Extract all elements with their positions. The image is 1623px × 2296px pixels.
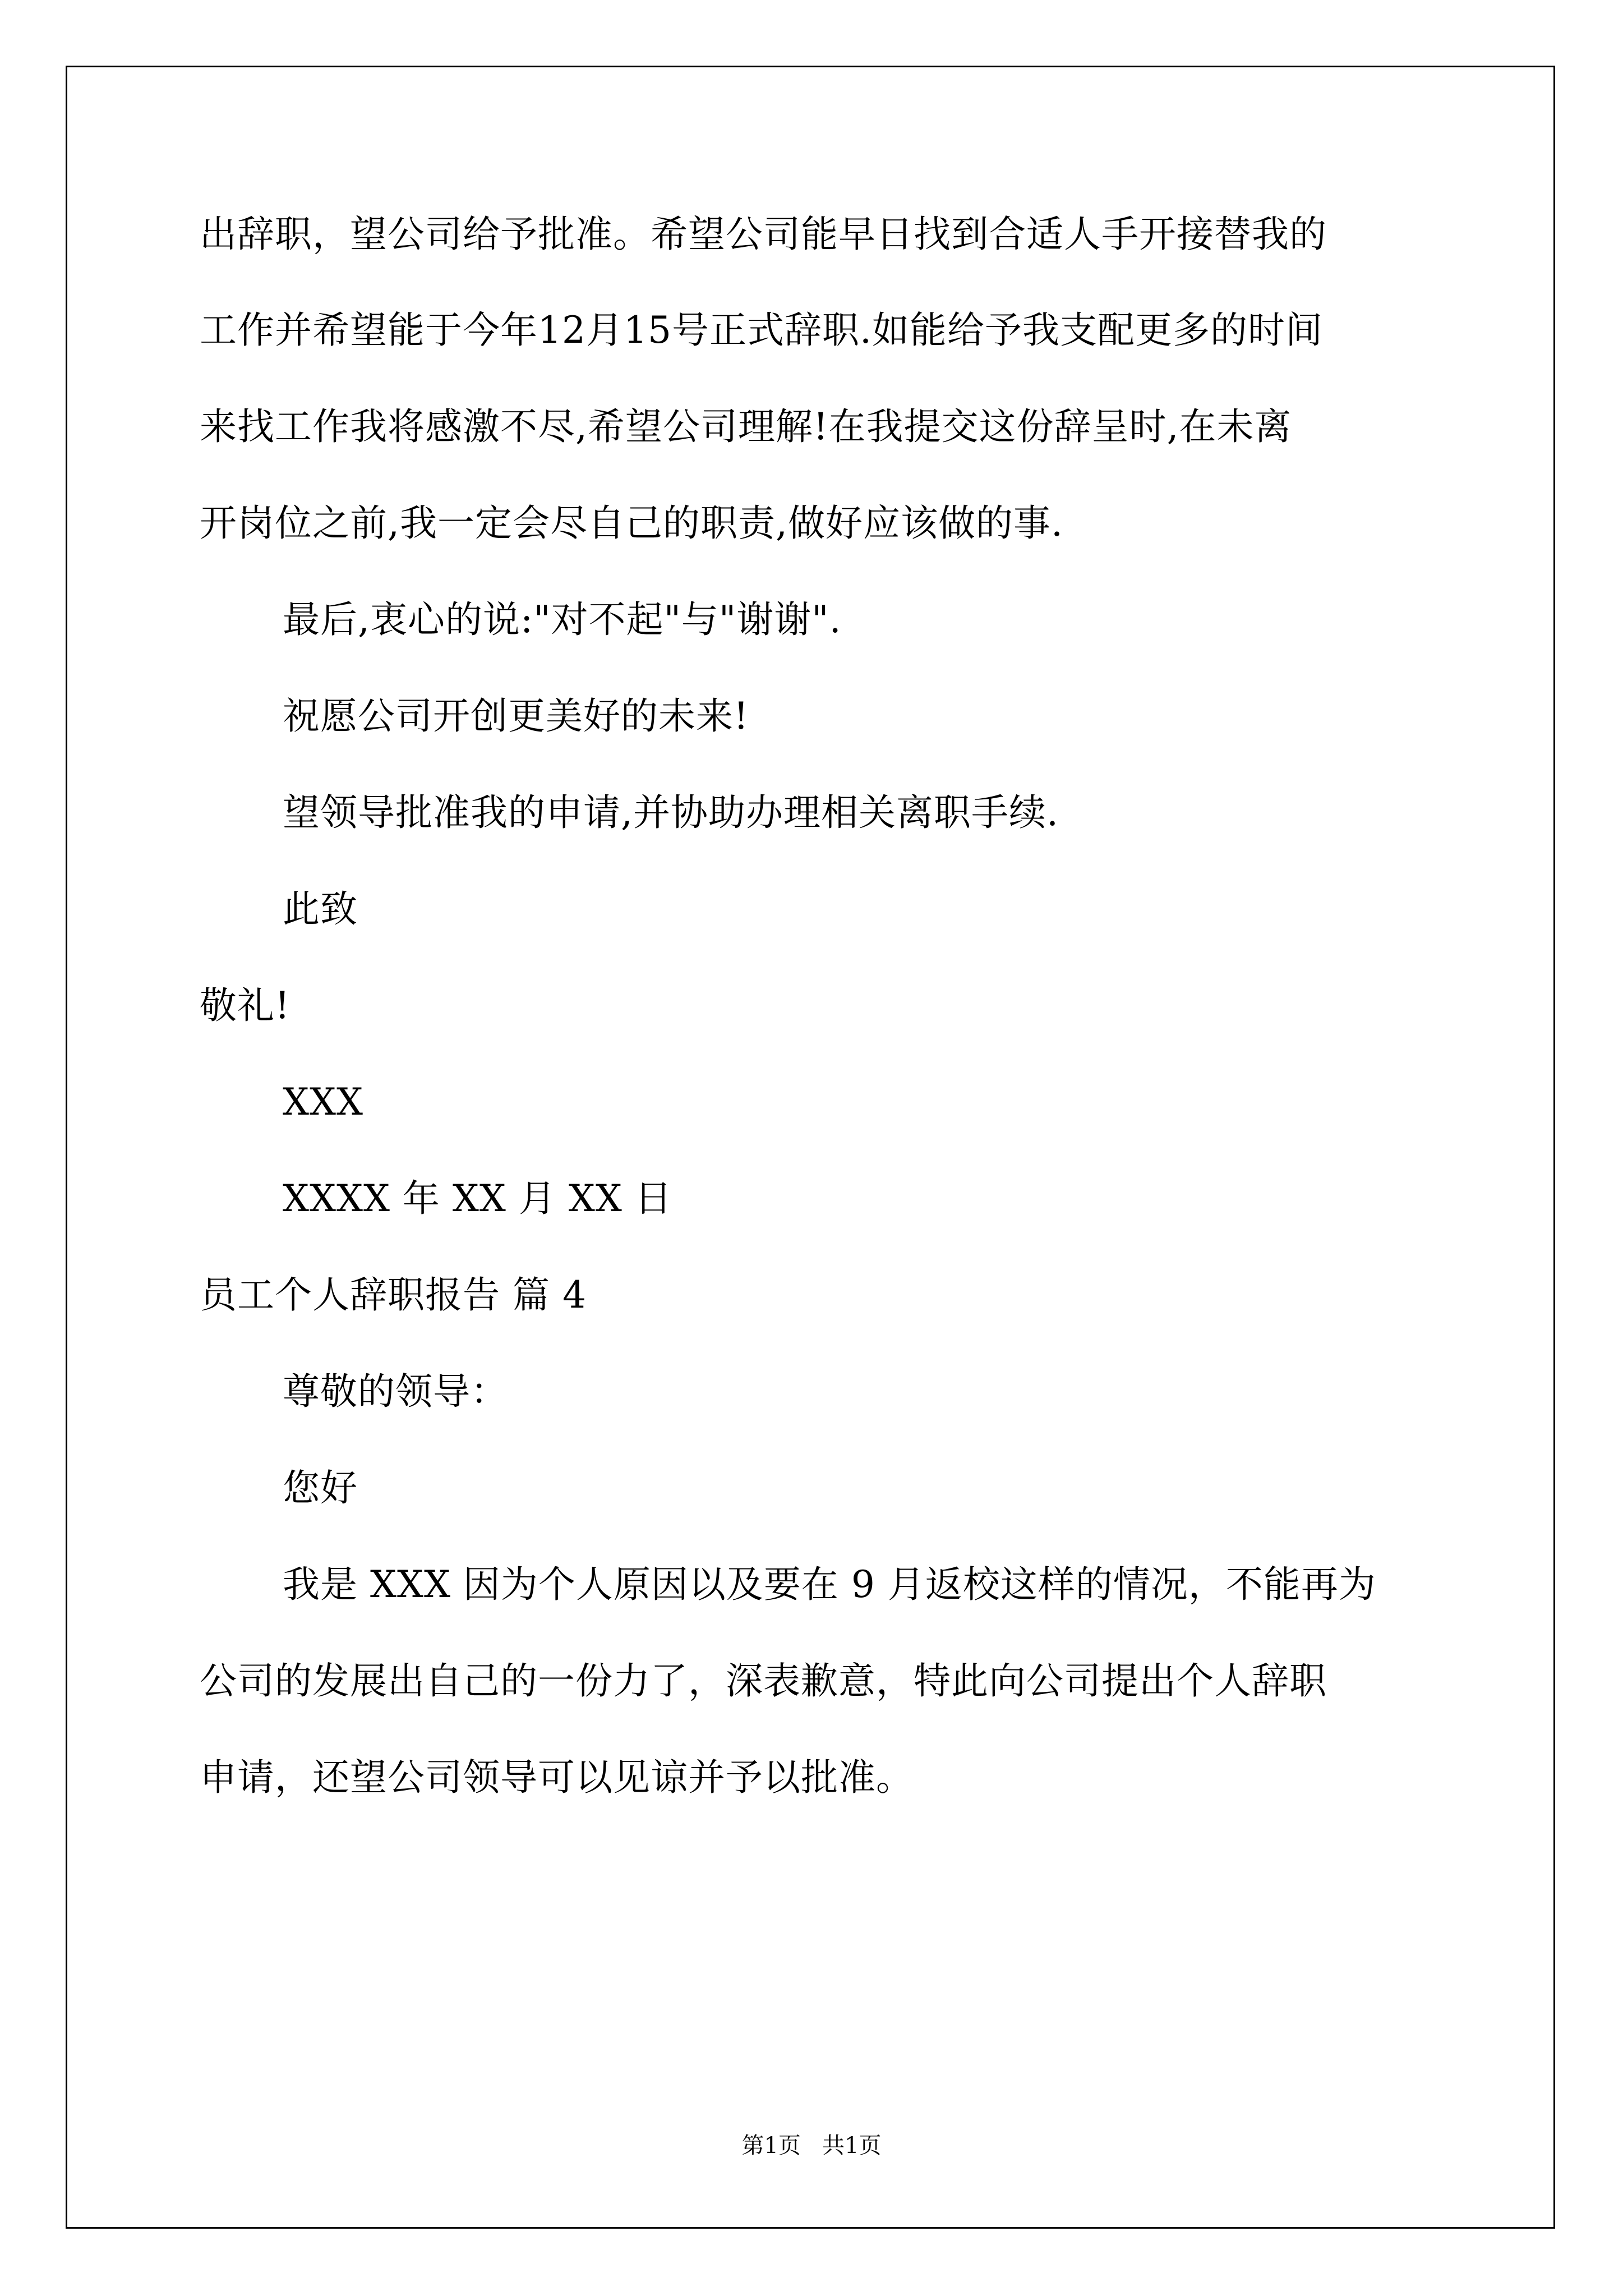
paragraph-line: 工作并希望能于今年12月15号正式辞职.如能给予我支配更多的时间	[200, 309, 1323, 352]
paragraph-line: 申请，还望公司领导可以见谅并予以批准。	[200, 1756, 914, 1799]
paragraph-line: 祝愿公司开创更美好的未来!	[283, 694, 749, 738]
paragraph-line: 开岗位之前,我一定会尽自己的职责,做好应该做的事.	[200, 501, 1063, 545]
closing-line: 此致	[283, 887, 358, 931]
closing-salutation: 敬礼!	[200, 984, 291, 1027]
section-heading: 员工个人辞职报告 篇 4	[200, 1273, 587, 1317]
paragraph-line: 最后,衷心的说:"对不起"与"谢谢".	[283, 598, 842, 641]
salutation: 尊敬的领导：	[283, 1370, 508, 1413]
page-border	[66, 66, 1555, 2229]
greeting: 您好	[283, 1466, 358, 1510]
paragraph-line: 出辞职，望公司给予批准。希望公司能早日找到合适人手开接替我的	[200, 213, 1327, 256]
signature-name: XXX	[283, 1080, 363, 1124]
paragraph-line: 我是 XXX 因为个人原因以及要在 9 月返校这样的情况，不能再为	[283, 1563, 1376, 1606]
signature-date: XXXX 年 XX 月 XX 日	[283, 1177, 672, 1220]
paragraph-line: 来找工作我将感激不尽,希望公司理解!在我提交这份辞呈时,在未离	[200, 405, 1292, 448]
paragraph-line: 公司的发展出自己的一份力了，深表歉意，特此向公司提出个人辞职	[200, 1659, 1327, 1703]
page-footer: 第1页 共1页	[741, 2133, 882, 2159]
paragraph-line: 望领导批准我的申请,并协助办理相关离职手续.	[283, 791, 1059, 834]
